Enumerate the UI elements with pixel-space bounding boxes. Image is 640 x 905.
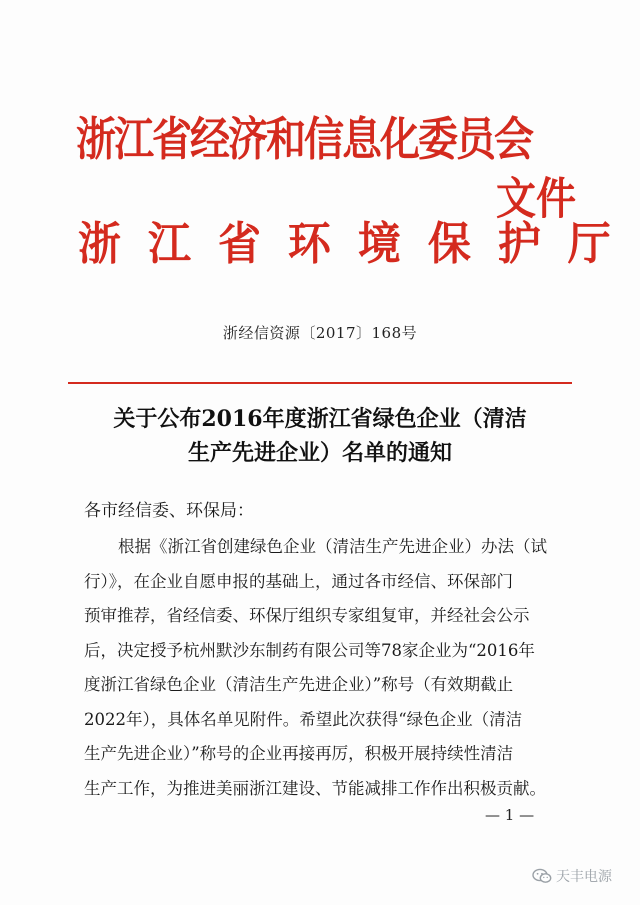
- body-line: 生产工作，为推进美丽浙江建设、节能减排工作作出积极贡献。: [84, 778, 546, 798]
- issuer-line-1: 浙江省经济和信息化委员会: [76, 113, 532, 167]
- page-number: — 1 —: [485, 806, 535, 824]
- document-title: [60, 402, 580, 470]
- letterhead-suffix: 文件: [496, 173, 576, 225]
- watermark: [532, 866, 612, 886]
- watermark-text: 天丰电源: [556, 869, 612, 885]
- body-line: 2022年），具体名单见附件。希望此次获得“绿色企业（清洁: [84, 709, 523, 729]
- body-line: 生产先进企业）”称号的企业再接再厉，积极开展持续性清洁: [84, 744, 514, 763]
- body-line: 度浙江省绿色企业（清洁生产先进企业）”称号（有效期截止: [84, 675, 514, 694]
- title-line-2: 生产先进企业）名单的通知: [187, 440, 452, 466]
- body-line: 根据《浙江省创建绿色企业（清洁生产先进企业）办法（试: [118, 537, 547, 556]
- body-paragraph: [84, 530, 568, 806]
- title-line-1: 关于公布2016年度浙江省绿色企业（清洁: [113, 406, 527, 432]
- body-line: 后，决定授予杭州默沙东制药有限公司等78家企业为“2016年: [84, 640, 535, 660]
- document-number: 浙经信资源〔2017〕168号: [222, 324, 418, 342]
- salutation: 各市经信委、环保局：: [84, 501, 254, 521]
- red-divider: [68, 382, 572, 384]
- body-line: 行）》，在企业自愿申报的基础上，通过各市经信、环保部门: [84, 571, 513, 591]
- body-line: 预审推荐，省经信委、环保厅组织专家组复审，并经社会公示: [84, 606, 530, 625]
- issuer-line-2: 浙 江 省 环 境 保 护 厅: [78, 217, 617, 271]
- wechat-icon: [532, 868, 552, 884]
